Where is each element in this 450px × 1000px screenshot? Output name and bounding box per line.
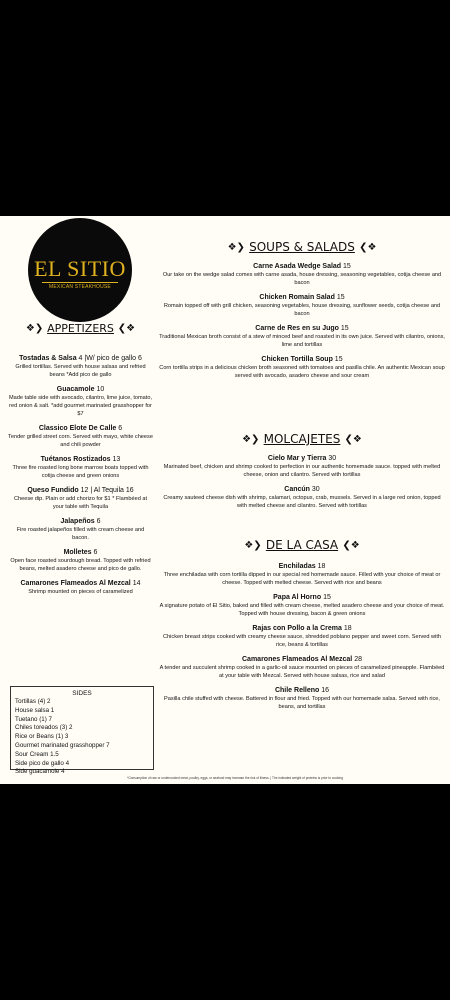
menu-item (158, 293, 446, 318)
item-price: 15 (336, 294, 345, 301)
menu-item (8, 579, 153, 596)
item-price: 15 (340, 325, 349, 332)
item-price: 14 (132, 580, 141, 587)
item-price: 15 (334, 356, 343, 363)
item-name: Tostadas & Salsa (19, 355, 77, 362)
item-description: Corn tortilla strips in a delicious chicken broth seasoned with tomatoes and pasilla chile. An authentic Mexican soup served with avocado, asadero cheese and sour cream (159, 365, 445, 379)
appetizers-list (8, 354, 153, 602)
sides-list (15, 698, 149, 777)
item-name: Chile Relleno (274, 687, 320, 694)
item-price: 30 (311, 486, 320, 493)
item-name: Camarones Flameados Al Mezcal (20, 580, 131, 587)
disclaimer: *Consumption of raw or undercooked meat, poultry, eggs, or seafood may increase the risk of illness. | The indicated weight of proteins is prior to cooking (127, 776, 343, 780)
menu-item-name (8, 548, 153, 557)
menu-item-name (8, 579, 153, 588)
item-price: 15 (323, 594, 331, 601)
item-description: Marinated beef, chicken and shrimp cooked to perfection in our authentic homemade sauce. topped with melted cheese, onion and cilantro. Served with tortillas (163, 464, 441, 478)
decor-right-icon: ❮❖ (342, 540, 360, 551)
side-item: Sour Cream 1.5 (15, 750, 59, 758)
item-price: 30 (328, 455, 337, 462)
side-item: Rice or Beans (1) 3 (15, 733, 69, 741)
item-name: Cancún (284, 486, 310, 493)
menu-item-name (158, 624, 446, 633)
menu-item (8, 354, 153, 379)
item-description: Creamy sauteed cheese dish with shrimp, calamari, octopus, crab, mussels. Served in a large red onion, topped with melted cheese and cilantro. Served with tortillas (163, 495, 441, 509)
item-name: Camarones Flameados Al Mezcal (242, 656, 353, 663)
item-description: Tender grilled street corn. Served with mayo, white cheese and chili powder (8, 434, 153, 448)
sides-box (10, 686, 154, 776)
menu-item (158, 262, 446, 287)
casa-title: DE LA CASA (265, 538, 339, 552)
item-price: 6 (93, 549, 98, 556)
menu-item-name (8, 455, 153, 464)
item-description: Pasilla chile stuffed with cheese. Battered in flour and fried. Topped with our homemade salsa. Served with rice, beans, and tortillas (164, 696, 440, 710)
decor-right-icon: ❮❖ (359, 242, 377, 253)
menu-item (158, 686, 446, 711)
menu-item (158, 454, 446, 479)
item-description: A signature potato of El Sitio, baked and filled with cream cheese, melted asadero cheese and your choice of meat. Topped with house dressing, bacon & green onions (159, 603, 445, 617)
item-price: 13 (112, 456, 121, 463)
item-description: Shrimp mounted on pieces of caramelized (28, 589, 133, 595)
item-name: Cielo Mar y Tierra (267, 455, 327, 462)
soups-header (158, 240, 446, 254)
side-item: Gourmet marinated grasshopper 7 (15, 741, 110, 749)
item-price: 12 | Al Tequila 16 (80, 487, 134, 494)
appetizers-title: APPETIZERS (47, 322, 114, 335)
menu-item-name (8, 486, 153, 495)
menu-item-name (158, 686, 446, 695)
decor-right-icon: ❮❖ (344, 434, 362, 445)
casa-list (158, 562, 446, 717)
menu-item-name (158, 293, 446, 302)
menu-item-name (8, 385, 153, 394)
menu-item (158, 655, 446, 680)
side-item: Tortillas (4) 2 (15, 698, 51, 705)
soups-list (158, 262, 446, 386)
item-name: Tuétanos Rostizados (40, 456, 111, 463)
menu-item-name (8, 517, 153, 526)
decor-left-icon: ❖❯ (244, 540, 262, 551)
menu-item (158, 624, 446, 649)
menu-item-name (158, 324, 446, 333)
item-description: Grilled tortillas. Served with house salsas and refried beans *Add pico de gallo (15, 364, 146, 378)
item-price: 28 (354, 656, 362, 663)
menu-page (0, 216, 450, 784)
decor-right-icon: ❮❖ (117, 323, 136, 334)
item-description: Romain topped off with grill chicken, seasoning vegetables, house dressing, sunflower seeds, cotija cheese and bacon (163, 303, 441, 317)
menu-item-name (158, 355, 446, 364)
item-description: Chicken breast strips cooked with creamy cheese sauce, shredded poblano pepper and sweet corn. Served with rice, beans & tortillas (163, 634, 441, 648)
molcajetes-header (158, 432, 446, 446)
item-price: 4 |W/ pico de gallo 6 (78, 355, 142, 362)
item-name: Chicken Tortilla Soup (261, 356, 333, 363)
menu-item-name (158, 485, 446, 494)
menu-item (158, 324, 446, 349)
item-name: Guacamole (56, 386, 95, 393)
menu-item (158, 593, 446, 618)
menu-item (158, 485, 446, 510)
menu-item-name (158, 262, 446, 271)
item-description: A tender and succulent shrimp cooked in a garlic-oil sauce mounted on pieces of caramelized pineapple. Flambéed at your table with Mezcal. Served with house salsas, rice and salad (159, 665, 445, 679)
menu-item (8, 385, 153, 418)
menu-item (158, 355, 446, 380)
item-description: Three enchiladas with corn tortilla dipped in our special red homemade sauce. Filled with your choice of meat or cheese. Topped with melted cheese. Served with rice and beans (163, 572, 441, 586)
item-price: 18 (317, 563, 326, 570)
item-name: Rajas con Pollo a la Crema (252, 625, 342, 632)
item-name: Chicken Romain Salad (259, 294, 335, 301)
item-price: 15 (343, 263, 351, 270)
restaurant-logo (28, 218, 132, 322)
item-price: 6 (96, 518, 101, 525)
item-name: Enchiladas (278, 563, 316, 570)
menu-item-name (158, 562, 446, 571)
item-price: 10 (96, 386, 105, 393)
soups-title: SOUPS & SALADS (249, 240, 355, 254)
appetizers-header (8, 322, 153, 335)
menu-item-name (158, 655, 446, 664)
item-name: Molletes (63, 549, 92, 556)
item-price: 18 (343, 625, 352, 632)
item-description: Cheese dip. Plain or add chorizo for $1 * Flambéed at your table with Tequila (13, 496, 148, 510)
menu-item (8, 424, 153, 449)
menu-item (8, 517, 153, 542)
menu-item-name (158, 454, 446, 463)
menu-item-name (8, 424, 153, 433)
item-name: Jalapeños (60, 518, 95, 525)
decor-left-icon: ❖❯ (242, 434, 260, 445)
menu-item (8, 455, 153, 480)
menu-item (8, 486, 153, 511)
item-description: Fire roasted jalapeños filled with cream cheese and bacon. (16, 527, 145, 541)
side-item: House salsa 1 (15, 706, 55, 714)
menu-item-name (158, 593, 446, 602)
item-description: Our take on the wedge salad comes with carne asada, house dressing, seasoning vegetables, cotija cheese and bacon (162, 272, 442, 286)
decor-left-icon: ❖❯ (25, 323, 44, 334)
item-description: Made table side with avocado, cilantro, lime juice, tomato, red onion & salt. *add gourmet marinated grasshopper for $7 (8, 395, 153, 417)
molcajetes-list (158, 454, 446, 516)
item-description: Traditional Mexican broth consist of a stew of minced beef and roasted in its own juice. Served with cilantro, onions, lime and tortillas (159, 334, 445, 348)
item-price: 16 (321, 687, 330, 694)
side-item: Side pico de gallo 4 (15, 759, 70, 767)
item-name: Queso Fundido (27, 487, 79, 494)
item-name: Carne Asada Wedge Salad (253, 263, 342, 270)
item-name: Classico Elote De Calle (38, 425, 117, 432)
side-item: Chiles toreados (3) 2 (15, 724, 73, 732)
side-item: Side guacamole 4 (15, 768, 65, 776)
sides-title: SIDES (72, 690, 92, 697)
menu-item-name (8, 354, 153, 363)
menu-item (158, 562, 446, 587)
casa-header (158, 538, 446, 552)
logo-tagline: MEXICAN STEAKHOUSE (42, 282, 118, 290)
decor-left-icon: ❖❯ (227, 242, 245, 253)
item-description: Three fire roasted long bone marrow boats topped with cotija cheese and green onions (12, 465, 149, 479)
side-item: Tuetano (1) 7 (15, 715, 52, 723)
menu-item (8, 548, 153, 573)
item-name: Carne de Res en su Jugo (255, 325, 339, 332)
item-description: Open face roasted sourdough bread. Topped with refried beans, melted asadero cheese and pico de gallo. (10, 558, 151, 572)
molcajetes-title: MOLCAJETES (263, 432, 341, 446)
logo-name: EL SITIO (34, 256, 126, 281)
item-name: Papa Al Horno (273, 594, 322, 601)
item-price: 6 (118, 425, 123, 432)
